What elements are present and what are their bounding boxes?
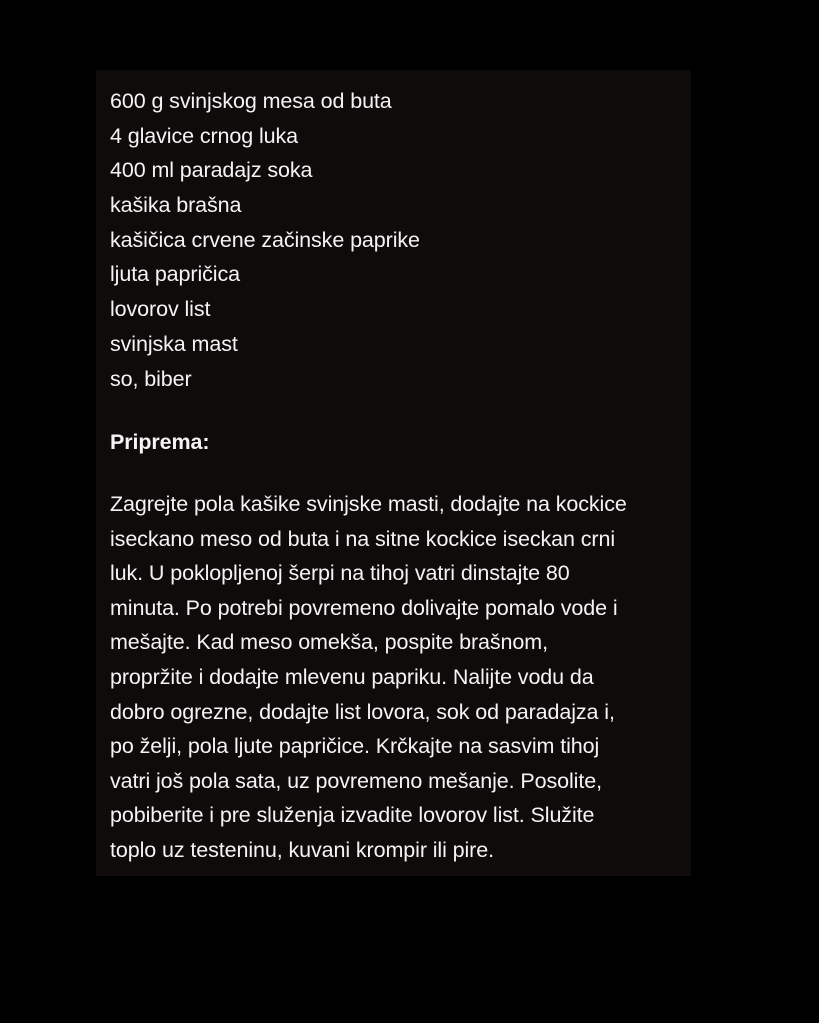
ingredient-item: so, biber: [110, 366, 192, 391]
ingredient-item: lovorov list: [110, 297, 211, 322]
method-heading: Priprema:: [110, 430, 210, 454]
method-text: Zagrejte pola kašike svinjske masti, dodajte na kockice iseckano meso od buta i na sitne kockice iseckan crni luk. U poklopljenoj šerpi na tihoj vatri dinstajte 80 minuta. Po potrebi povremeno dolivajte pomalo vode i mešajte. Kad meso omekša, pospite brašnom, propržite i dodajte mlevenu papriku. Nalijte vodu da dobro ogrezne, dodajte list lovora, sok od paradajza i, po želji, pola ljute papričice. Krčkajte na sasvim tihoj vatri još pola sata, uz povremeno mešanje. Posolite, pobiberite i pre služenja izvadite lovorov list. Služite toplo uz testeninu, kuvani krompir ili pire.: [110, 492, 627, 862]
recipe-card: [96, 70, 691, 876]
ingredient-item: 4 glavice crnog luka: [110, 123, 299, 148]
ingredient-item: 600 g svinjskog mesa od buta: [110, 89, 392, 113]
ingredient-item: kašičica crvene začinske paprike: [110, 227, 420, 252]
ingredient-item: kašika brašna: [110, 193, 242, 218]
ingredient-item: ljuta papričica: [110, 262, 240, 287]
ingredient-item: 400 ml paradajz soka: [110, 158, 313, 183]
ingredients-list: [110, 84, 691, 396]
ingredient-item: svinjska mast: [110, 331, 238, 356]
